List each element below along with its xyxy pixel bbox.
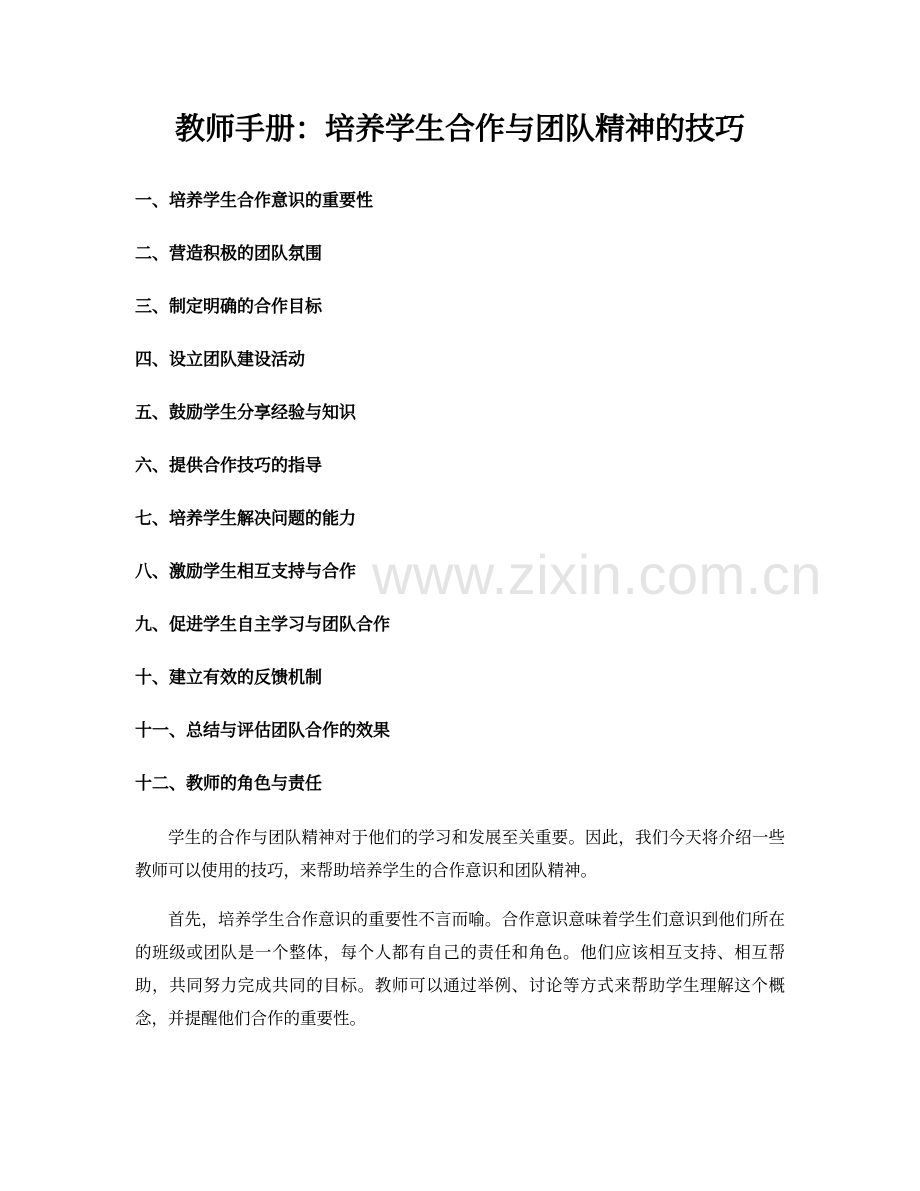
toc-item-5: 五、鼓励学生分享经验与知识 [135,403,356,423]
toc-item-8: 八、激励学生相互支持与合作 [135,562,356,582]
toc-item-10: 十、建立有效的反馈机制 [135,668,322,688]
toc-item-9: 九、促进学生自主学习与团队合作 [135,615,390,635]
toc-item-12: 十二、教师的角色与责任 [135,774,322,794]
watermark: www.zixin.com.cn [372,543,822,606]
table-of-contents [135,186,390,822]
toc-item-7: 七、培养学生解决问题的能力 [135,509,356,529]
toc-item-3: 三、制定明确的合作目标 [135,297,322,317]
toc-item-4: 四、设立团队建设活动 [135,350,305,370]
intro-paragraph: 学生的合作与团队精神对于他们的学习和发展至关重要。因此，我们今天将介绍一些教师可以使用的技巧，来帮助培养学生的合作意识和团队精神。 [135,828,785,880]
document-title: 教师手册：培养学生合作与团队精神的技巧 [175,112,745,147]
toc-item-2: 二、营造积极的团队氛围 [135,244,322,264]
toc-item-11: 十一、总结与评估团队合作的效果 [135,721,390,741]
toc-item-1: 一、培养学生合作意识的重要性 [135,191,373,211]
toc-item-6: 六、提供合作技巧的指导 [135,456,322,476]
body-paragraph: 首先，培养学生合作意识的重要性不言而喻。合作意识意味着学生们意识到他们所在的班级或团队是一个整体，每个人都有自己的责任和角色。他们应该相互支持、相互帮助，共同努力完成共同的目标。教师可以通过举例、讨论等方式来帮助学生理解这个概念，并提醒他们合作的重要性。 [135,910,785,1028]
